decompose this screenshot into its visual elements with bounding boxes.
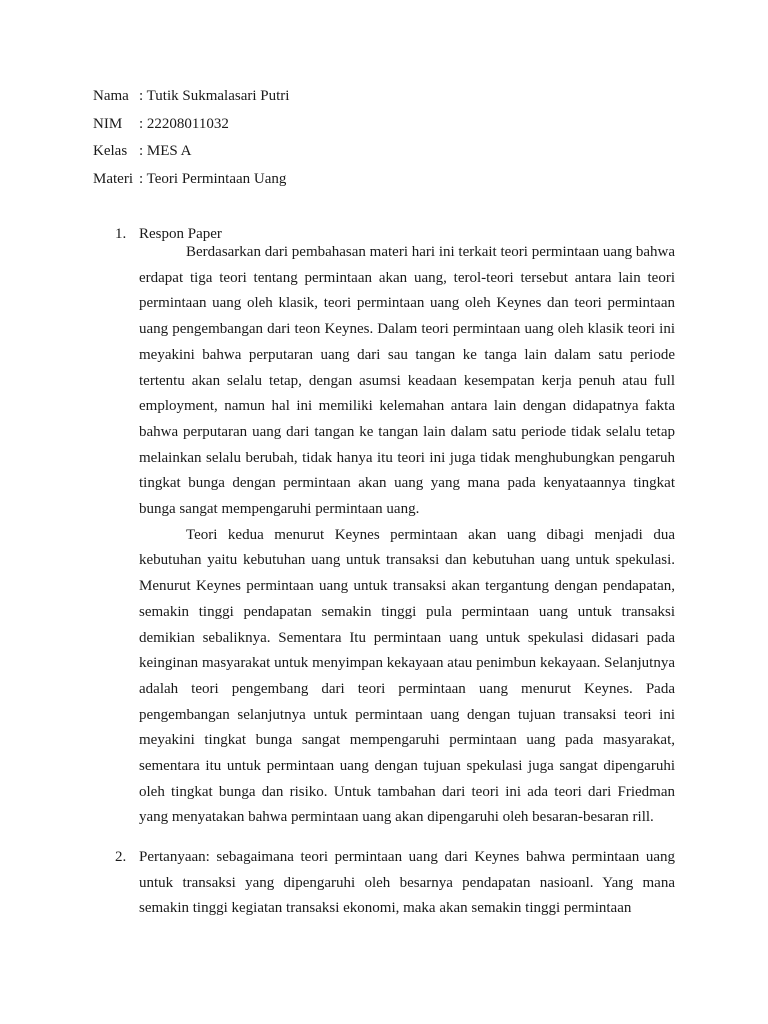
section-2-number: 2. (115, 849, 127, 865)
nim-row (93, 115, 289, 143)
paragraph-2: Teori kedua menurut Keynes permintaan akan uang dibagi menjadi dua kebutuhan yaitu kebutuhan uang untuk transaksi dan kebutuhan uang untuk spekulasi. Menurut Keynes permintaan uang untuk transaksi akan tergantung dengan pendapatan, semakin tinggi pendapatan semakin tinggi pula permintaan uang untuk transaksi demikian sebaliknya. Sementara Itu permintaan uang untuk spekulasi didasari pada keinginan masyarakat untuk menyimpan kekayaan atau penimbun kekayaan. Selanjutnya adalah teori pengembang dari teori permintaan uang menurut Keynes. Pada pengembangan selanjutnya untuk permintaan uang dengan tujuan transaksi teori ini meyakini tingkat bunga sangat mempengaruhi permintaan uang pada masyarakat, sementara itu untuk permintaan uang dengan tujuan spekulasi juga sangat dipengaruhi oleh tingkat bunga dan risiko. Untuk tambahan dari teori ini ada teori dari Friedman yang menyatakan bahwa permintaan uang akan dipengaruhi oleh besaran-besaran rill. (139, 526, 675, 826)
nim-label: NIM (93, 115, 123, 132)
nama-value: : Tutik Sukmalasari Putri (139, 88, 290, 104)
materi-row (93, 170, 289, 198)
section-1-number: 1. (115, 226, 127, 242)
section-2-body (139, 845, 675, 922)
nama-row (93, 87, 289, 115)
kelas-label: Kelas (93, 143, 128, 160)
question-paragraph: Pertanyaan: sebagaimana teori permintaan uang dari Keynes bahwa permintaan uang untuk transaksi yang dipengaruhi oleh besarnya pendapatan nasioanl. Yang mana semakin tinggi kegiatan transaksi ekonomi, maka akan semakin tinggi permintaan (139, 849, 675, 917)
section-1-body (139, 240, 675, 831)
paragraph-1: Berdasarkan dari pembahasan materi hari ini terkait teori permintaan uang bahwa erdapat tiga teori tentang permintaan akan uang, terol-teori tersebut antara lain teori permintaan uang oleh klasik, teori permintaan uang oleh Keynes dan teori permintaan uang pengembangan dari teon Keynes. Dalam teori permintaan uang oleh klasik teori ini meyakini bahwa perputaran uang dari sau tangan ke tanga lain dalam satu periode tertentu akan selalu tetap, dengan asumsi keadaan kesempatan kerja penuh atau full employment, namun hal ini memiliki kelemahan antara lain dengan didapatnya fakta bahwa perputaran uang dari tangan ke tangan lain dalam satu periode tidak selalu tetap melainkan selalu berubah, tidak hanya itu teori ini juga tidak menghubungkan pengaruh tingkat bunga dengan permintaan akan uang yang mana pada kenyataannya tingkat bunga sangat mempengaruhi permintaan uang. (139, 244, 675, 518)
student-info-header (93, 87, 289, 198)
nama-label: Nama (93, 88, 129, 104)
section-1-title: Respon Paper (139, 226, 222, 242)
materi-value: : Teori Permintaan Uang (139, 171, 287, 188)
nim-value: : 22208011032 (139, 115, 229, 132)
kelas-value: : MES A (139, 143, 192, 160)
kelas-row (93, 142, 289, 170)
materi-label: Materi (93, 171, 133, 188)
